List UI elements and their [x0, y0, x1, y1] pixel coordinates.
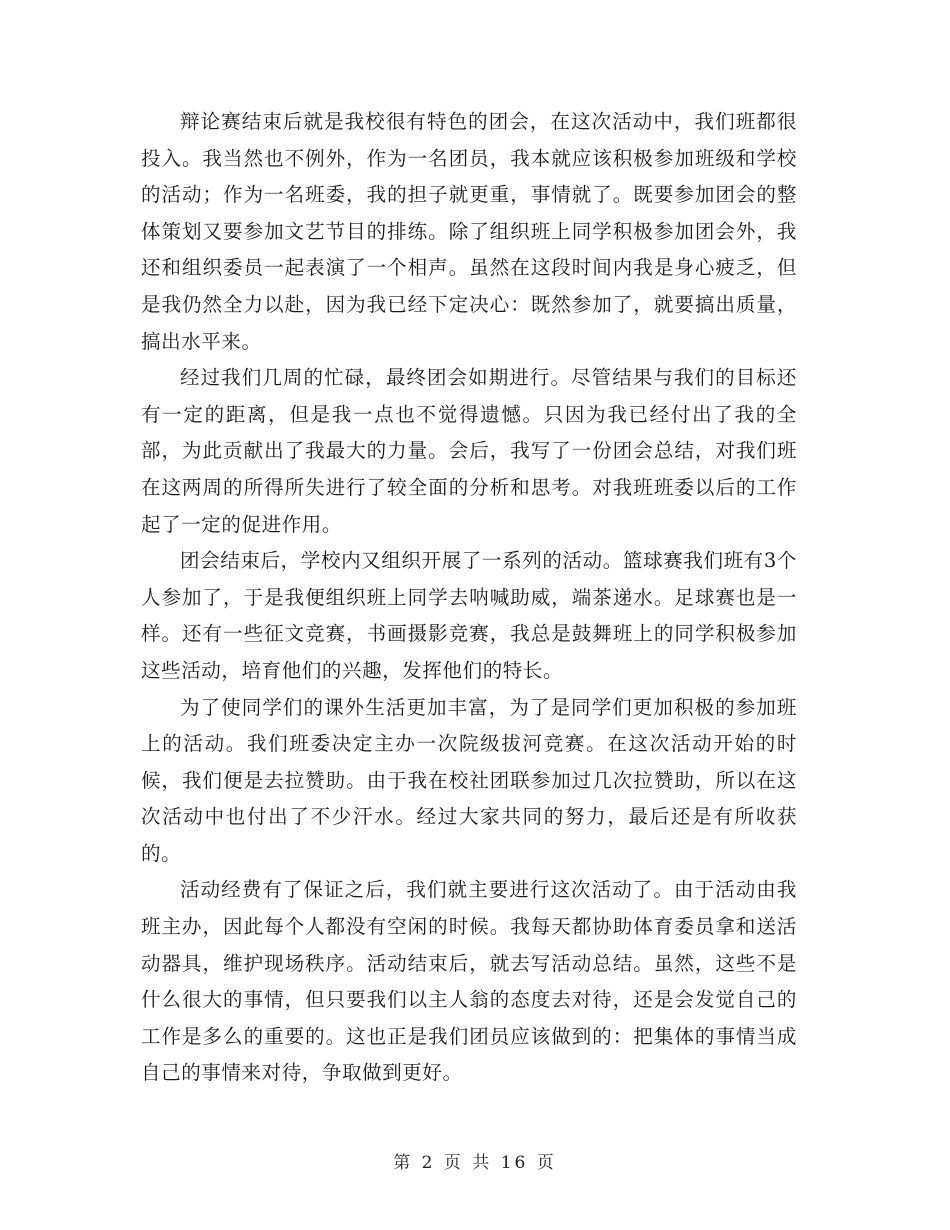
- paragraph: 辩论赛结束后就是我校很有特色的团会，在这次活动中，我们班都很投入。我当然也不例外，作为一名团员，我本就应该积极参加班级和学校的活动；作为一名班委，我的担子就更重，事情就了。既要参加团会的整体策划又要参加文艺节目的排练。除了组织班上同学积极参加团会外，我还和组织委员一起表演了一个相声。虽然在这段时间内我是身心疲乏，但是我仍然全力以赴，因为我已经下定决心：既然参加了，就要搞出质量，搞出水平来。: [141, 110, 797, 353]
- paragraph: 为了使同学们的课外生活更加丰富，为了是同学们更加积极的参加班上的活动。我们班委决定主办一次院级拔河竞赛。在这次活动开始的时候，我们便是去拉赞助。由于我在校社团联参加过几次拉赞助，所以在这次活动中也付出了不少汗水。经过大家共同的努力，最后还是有所收获的。: [141, 695, 797, 865]
- paragraph: 团会结束后，学校内又组织开展了一系列的活动。篮球赛我们班有3个人参加了，于是我便组织班上同学去呐喊助威，端茶递水。足球赛也是一样。还有一些征文竞赛，书画摄影竞赛，我总是鼓舞班上的同学积极参加这些活动，培育他们的兴趣，发挥他们的特长。: [141, 549, 797, 682]
- page-number-footer: 第 2 页 共 16 页: [393, 1153, 557, 1173]
- document-body: [141, 104, 797, 1092]
- paragraph: 经过我们几周的忙碌，最终团会如期进行。尽管结果与我们的目标还有一定的距离，但是我一点也不觉得遗憾。只因为我已经付出了我的全部，为此贡献出了我最大的力量。会后，我写了一份团会总结，对我们班在这两周的所得所失进行了较全面的分析和思考。对我班班委以后的工作起了一定的促进作用。: [141, 366, 797, 536]
- paragraph: 活动经费有了保证之后，我们就主要进行这次活动了。由于活动由我班主办，因此每个人都没有空闲的时候。我每天都协助体育委员拿和送活动器具，维护现场秩序。活动结束后，就去写活动总结。虽然，这些不是什么很大的事情，但只要我们以主人翁的态度去对待，还是会发觉自己的工作是多么的重要的。这也正是我们团员应该做到的：把集体的事情当成自己的事情来对待，争取做到更好。: [141, 878, 797, 1085]
